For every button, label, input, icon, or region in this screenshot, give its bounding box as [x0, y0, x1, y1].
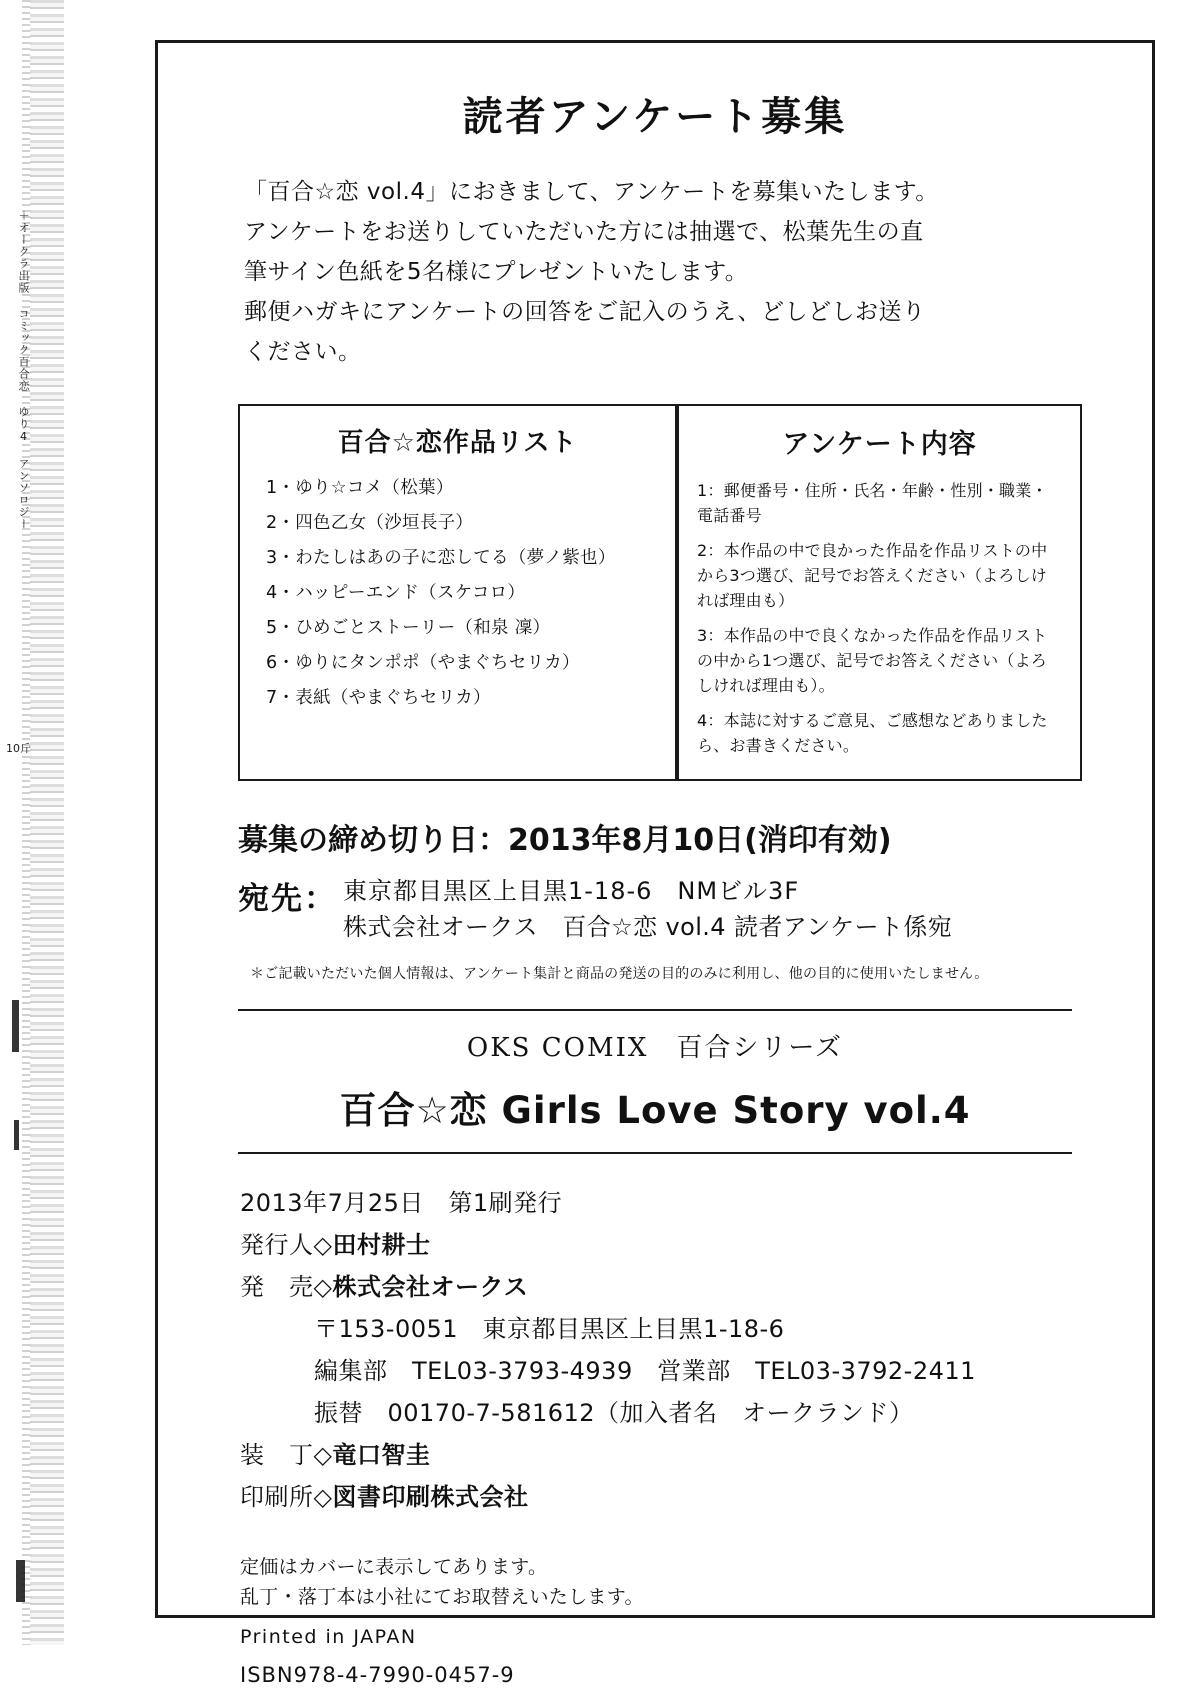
- address-lines: [343, 873, 952, 945]
- page-content: [158, 43, 1152, 1687]
- address-line-2: 株式会社オークス 百合☆恋 vol.4 読者アンケート係宛: [343, 913, 953, 941]
- privacy-note: ＊ご記載いただいた個人情報は、アンケート集計と商品の発送の目的のみに利用し、他の目的に使用いたしません。: [250, 966, 989, 982]
- list-item: 4・ハッピーエンド（スケコロ）: [266, 583, 526, 603]
- address-line-1: 東京都目黒区上目黒1-18-6 NMビル3F: [343, 877, 800, 905]
- intro-line: 郵便ハガキにアンケートの回答をご記入のうえ、どしどしお送り: [244, 299, 926, 325]
- question-body: 郵便番号・住所・氏名・年齢・性別・職業・電話番号: [697, 481, 1048, 525]
- list-item: 7・表紙（やまぐちセリカ）: [266, 688, 491, 708]
- question-number: 4：: [697, 711, 724, 730]
- question-number: 2：: [697, 541, 724, 560]
- list-item: [697, 473, 1062, 533]
- list-item: [697, 618, 1062, 703]
- page-title: 読者アンケート募集: [462, 94, 848, 140]
- series-name: OKS COMIX 百合シリーズ: [466, 1033, 844, 1063]
- seller-label: 発 売◇: [240, 1273, 333, 1301]
- intro-line: 筆サイン色紙を5名様にプレゼントいたします。: [244, 259, 749, 285]
- phone-numbers: 編集部 TEL03-3793-4939 営業部 TEL03-3792-2411: [314, 1357, 976, 1385]
- works-list: [256, 471, 659, 716]
- divider-bottom: [238, 1152, 1072, 1154]
- list-item: 1・ゆり☆コメ（松葉）: [266, 478, 454, 498]
- footer-notices: [210, 1552, 1100, 1690]
- spine-smudge-2: [14, 1120, 19, 1150]
- mailing-address: [210, 873, 1100, 945]
- colophon-block: [210, 1182, 1100, 1518]
- printed-in: Printed in JAPAN: [240, 1626, 417, 1648]
- list-item: 3・わたしはあの子に恋してる（夢ノ紫也）: [266, 548, 616, 568]
- spine-smudge-1: [12, 1000, 19, 1052]
- spine-price-text: 10斤: [6, 742, 31, 755]
- spine-vertical-text: ＋オークラ出版 コミック百合恋 ゆり4 アンソロジー: [17, 210, 30, 530]
- divider-top: [238, 1009, 1072, 1011]
- notice-price: 定価はカバーに表示してあります。: [240, 1556, 548, 1578]
- seller-value: 株式会社オークス: [332, 1273, 529, 1301]
- list-item: [697, 703, 1062, 763]
- question-body: 本作品の中で良くなかった作品を作品リストの中から1つ選び、記号でお答えください（よろしければ理由も）。: [697, 626, 1048, 695]
- questions-list: [695, 473, 1064, 763]
- questions-box: [677, 404, 1082, 781]
- seller-row: [240, 1266, 1100, 1308]
- page-border-frame: [155, 40, 1155, 1687]
- works-list-box: [238, 404, 677, 781]
- postal-address: 〒153-0051 東京都目黒区上目黒1-18-6: [314, 1315, 785, 1343]
- book-spine-strip: [0, 0, 120, 1645]
- publisher-person-label: 発行人◇: [240, 1231, 333, 1259]
- design-row: [240, 1434, 1100, 1476]
- questions-title: アンケート内容: [782, 429, 977, 460]
- isbn: ISBN978-4-7990-0457-9: [240, 1663, 515, 1687]
- printer-label: 印刷所◇: [240, 1483, 333, 1511]
- book-title: 百合☆恋 Girls Love Story vol.4: [339, 1089, 971, 1132]
- design-value: 竜口智圭: [332, 1441, 431, 1469]
- deadline-text: 募集の締め切り日：2013年8月10日(消印有効): [238, 823, 892, 858]
- publisher-person-row: [240, 1224, 1100, 1266]
- design-label: 装 丁◇: [240, 1441, 333, 1469]
- publisher-person-value: 田村耕士: [332, 1231, 431, 1259]
- spine-smudge-3: [16, 1560, 25, 1602]
- question-number: 3：: [697, 626, 724, 645]
- notice-defect: 乱丁・落丁本は小社にてお取替えいたします。: [240, 1586, 644, 1608]
- printer-row: [240, 1476, 1100, 1518]
- survey-intro-text: [210, 172, 1100, 372]
- info-boxes: [210, 404, 1100, 781]
- list-item: 5・ひめごとストーリー（和泉 凜）: [266, 618, 551, 638]
- intro-line: アンケートをお送りしていただいた方には抽選で、松葉先生の直: [244, 219, 924, 245]
- question-body: 本誌に対するご意見、ご感想などありましたら、お書きください。: [697, 711, 1048, 755]
- list-item: 6・ゆりにタンポポ（やまぐちセリカ）: [266, 653, 580, 673]
- address-label: 宛先：: [238, 881, 337, 917]
- intro-line: 「百合☆恋 vol.4」におきまして、アンケートを募集いたします。: [244, 179, 939, 205]
- question-body: 本作品の中で良かった作品を作品リストの中から3つ選び、記号でお答えください（よろしければ理由も）: [697, 541, 1048, 610]
- spine-torn-edge: [30, 0, 64, 1645]
- intro-line: ください。: [244, 339, 362, 365]
- works-list-title: 百合☆恋作品リスト: [337, 428, 578, 458]
- list-item: [697, 533, 1062, 618]
- printer-value: 図書印刷株式会社: [332, 1483, 529, 1511]
- question-number: 1：: [697, 481, 724, 500]
- list-item: 2・四色乙女（沙垣長子）: [266, 513, 474, 533]
- publish-date: 2013年7月25日 第1刷発行: [240, 1189, 563, 1217]
- bank-transfer: 振替 00170-7-581612（加入者名 オークランド）: [314, 1399, 914, 1427]
